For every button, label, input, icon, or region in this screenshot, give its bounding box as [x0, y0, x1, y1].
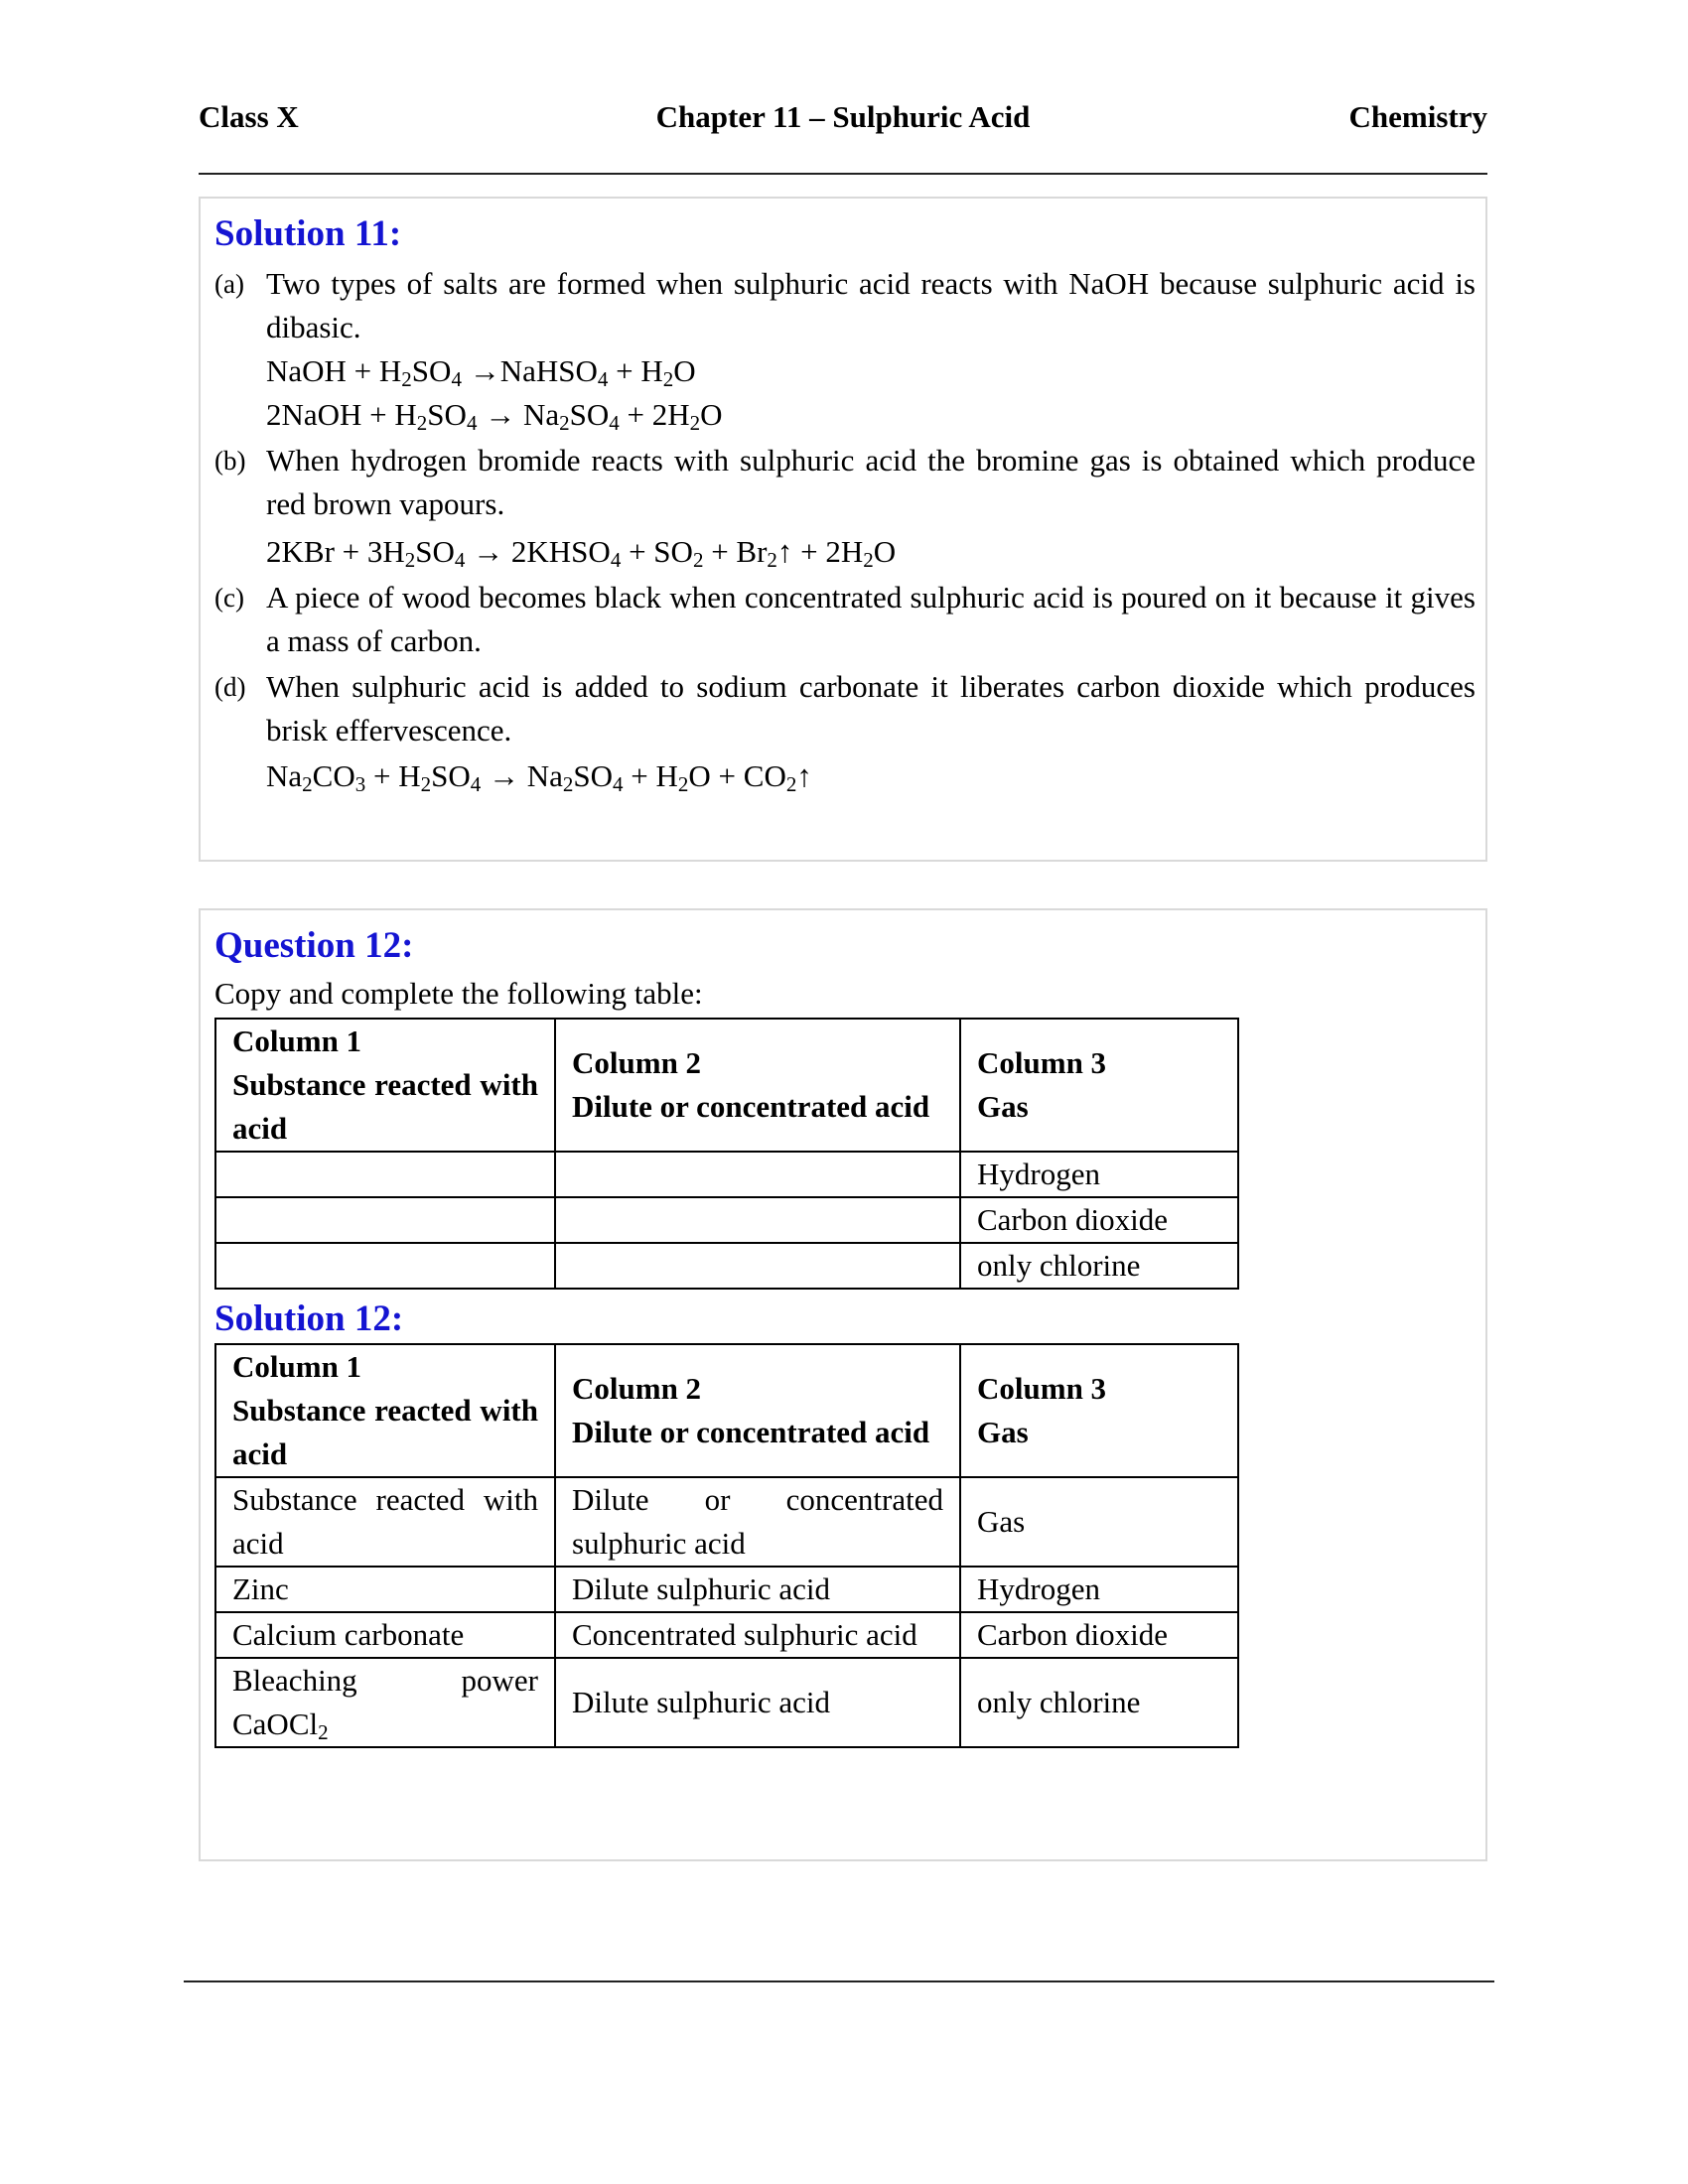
header-cell-2 — [555, 1019, 960, 1152]
header-3-title: Column 3 — [977, 1371, 1107, 1406]
footer-divider — [184, 1980, 1494, 1982]
equation-2-text: 2NaOH + $H_2SO_4 \to Na_2SO_4 + 2H_2O$ — [266, 397, 723, 435]
solution-11-box — [199, 197, 1487, 862]
page-header — [199, 99, 1487, 139]
substance-cell: Zinc — [215, 1567, 555, 1612]
part-d-text: When sulphuric acid is added to sodium carbonate it liberates carbon dioxide which produces brisk effervescence. — [266, 669, 1476, 748]
header-cell-3 — [960, 1019, 1238, 1152]
part-a-text: Two types of salts are formed when sulphuric acid reacts with NaOH because sulphuric acid is dibasic. — [266, 266, 1476, 344]
blank-cell — [555, 1197, 960, 1243]
gas-cell: only chlorine — [960, 1658, 1238, 1747]
solution-11-part-b — [214, 439, 1476, 526]
gas-cell: Carbon dioxide — [960, 1612, 1238, 1658]
part-a-label: (a) — [214, 269, 244, 299]
table-row — [215, 1197, 1238, 1243]
header-1-desc: Substance reacted with acid — [232, 1393, 538, 1471]
header-3-desc: Gas — [977, 1415, 1029, 1449]
equation-3-text: $2KBr + 3H_2SO_4$ → $2KHSO_4 + SO_2$ + $Br_2↑ + 2H_2O$ — [266, 534, 897, 572]
equation-4 — [266, 754, 812, 798]
part-d-label: (d) — [214, 672, 246, 702]
substance-cell: Bleaching power CaOCl$_2$ — [215, 1658, 555, 1747]
header-2-title: Column 2 — [572, 1045, 702, 1080]
acid-cell: Dilute sulphuric acid — [555, 1658, 960, 1747]
header-2-title: Column 2 — [572, 1371, 702, 1406]
gas-cell: only chlorine — [960, 1243, 1238, 1289]
substance-cell: Calcium carbonate — [215, 1612, 555, 1658]
gas-cell: Carbon dioxide — [960, 1197, 1238, 1243]
solution-12-table — [214, 1343, 1239, 1748]
blank-cell — [215, 1243, 555, 1289]
blank-cell — [555, 1152, 960, 1197]
header-cell-3 — [960, 1344, 1238, 1477]
header-3-title: Column 3 — [977, 1045, 1107, 1080]
chapter-title: Chapter 11 – Sulphuric Acid — [655, 99, 1031, 134]
acid-cell: Dilute sulphuric acid — [555, 1567, 960, 1612]
table-row — [215, 1152, 1238, 1197]
header-1-title: Column 1 — [232, 1349, 362, 1384]
class-label: Class X — [199, 99, 299, 134]
blank-cell — [215, 1197, 555, 1243]
equation-1-text: NaOH + $H_2SO_4$ →NaHSO$_4$ + $H_2O$ — [266, 353, 696, 391]
question-12-box — [199, 908, 1487, 1861]
part-b-text: When hydrogen bromide reacts with sulphuric acid the bromine gas is obtained which produce red brown vapours. — [266, 443, 1476, 521]
equation-2 — [266, 393, 723, 437]
blank-cell — [555, 1243, 960, 1289]
header-cell-2 — [555, 1344, 960, 1477]
solution-11-part-c — [214, 576, 1476, 663]
gas-cell: Hydrogen — [960, 1152, 1238, 1197]
header-2-desc: Dilute or concentrated acid — [572, 1415, 930, 1449]
part-b-label: (b) — [214, 446, 246, 476]
table-row — [215, 1243, 1238, 1289]
gas-cell: Gas — [960, 1477, 1238, 1567]
acid-cell: Concentrated sulphuric acid — [555, 1612, 960, 1658]
blank-cell — [215, 1152, 555, 1197]
solution-11-part-d — [214, 665, 1476, 752]
header-cell-1 — [215, 1344, 555, 1477]
equation-4-text: $Na_2CO_3 + H_2SO_4 \to Na_2SO_4 + H_2O$ + $CO_2↑$ — [266, 758, 812, 796]
header-divider — [199, 173, 1487, 175]
substance-cell: Substance reacted with acid — [215, 1477, 555, 1567]
question-12-table — [214, 1018, 1239, 1290]
solution-12-title: Solution 12: — [214, 1298, 404, 1339]
subject-label: Chemistry — [1348, 99, 1487, 134]
acid-cell: Dilute or concentrated sulphuric acid — [555, 1477, 960, 1567]
header-2-desc: Dilute or concentrated acid — [572, 1089, 930, 1124]
part-c-label: (c) — [214, 583, 244, 613]
table-header-row — [215, 1019, 1238, 1152]
question-12-title: Question 12: — [214, 925, 414, 966]
table-row — [215, 1612, 1238, 1658]
solution-11-part-a — [214, 262, 1476, 349]
header-cell-1 — [215, 1019, 555, 1152]
table-row — [215, 1567, 1238, 1612]
table-row — [215, 1477, 1238, 1567]
header-1-desc: Substance reacted with acid — [232, 1067, 538, 1146]
table-header-row — [215, 1344, 1238, 1477]
equation-3 — [266, 530, 896, 574]
question-12-intro: Copy and complete the following table: — [214, 976, 703, 1011]
table-row — [215, 1658, 1238, 1747]
header-1-title: Column 1 — [232, 1024, 362, 1058]
header-3-desc: Gas — [977, 1089, 1029, 1124]
equation-1 — [266, 349, 696, 393]
gas-cell: Hydrogen — [960, 1567, 1238, 1612]
part-c-text: A piece of wood becomes black when concentrated sulphuric acid is poured on it because it gives a mass of carbon. — [266, 580, 1476, 658]
solution-11-title: Solution 11: — [214, 213, 402, 254]
